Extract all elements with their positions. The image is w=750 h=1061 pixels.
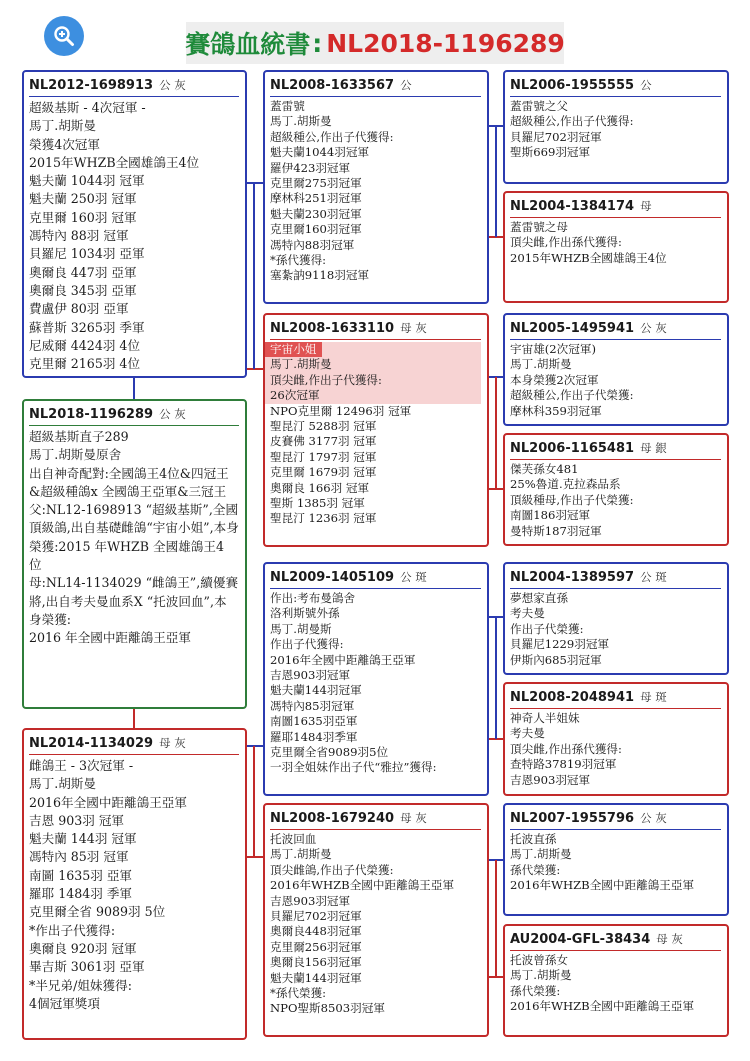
ring-number: NL2004-1384174: [510, 199, 635, 214]
card-line: 魁夫蘭1044羽冠軍: [270, 145, 370, 160]
card-head: [270, 319, 481, 340]
card-line: 南圖186羽冠軍: [510, 508, 591, 523]
card-line: 頂級種母,作出子代榮獲:: [510, 492, 634, 507]
ring-number: NL2005-1495941: [510, 321, 635, 336]
card-line: 摩林科359羽冠軍: [510, 403, 602, 418]
card-line: 2016年全國中距離鴿王亞軍: [29, 794, 187, 810]
ring-number: NL2008-1679240: [270, 811, 395, 826]
card-line: 馬丁.胡曼斯: [270, 621, 332, 636]
card-head: [270, 568, 481, 589]
card-line: 克里爾275羽冠軍: [270, 176, 362, 191]
card-head: [510, 930, 721, 951]
card-line-highlight: 頂尖雌,作出子代獲得:: [265, 373, 481, 388]
sex-color: 公: [640, 78, 652, 92]
card-line: 吉恩903羽冠軍: [510, 772, 591, 787]
ring-number: AU2004-GFL-38434: [510, 932, 651, 947]
card-line: 洛利斯號外孫: [270, 606, 340, 621]
card-line: 母:NL14-1134029 “雌鴿王”,續優賽將,出自考夫曼血系X “托波回血”,本身榮獲:: [29, 575, 239, 627]
card-line: 奧爾良 345羽 亞軍: [29, 282, 137, 298]
card-line: 魁夫蘭 1044羽 冠軍: [29, 173, 145, 189]
card-line: 魁夫蘭 144羽 冠軍: [29, 831, 137, 847]
ring-number: NL2014-1134029: [29, 736, 154, 751]
card-line: 聖斯 1385羽 冠軍: [270, 496, 365, 511]
card-line: 考夫曼: [510, 606, 545, 621]
card-line: 托波直孫: [510, 832, 557, 846]
connector-ds-vertical: [495, 617, 497, 739]
card-line: 奧爾良448羽冠軍: [270, 924, 362, 939]
card-subject[interactable]: [22, 399, 247, 709]
connector-subject-dam: [133, 708, 135, 728]
card-line: 奧爾良156羽冠軍: [270, 955, 362, 970]
ring-number: NL2009-1405109: [270, 570, 395, 585]
card-line: *孫代獲得:: [270, 253, 327, 268]
card-line: 本身榮獲2次冠軍: [510, 372, 599, 387]
card-line: 雌鴿王 - 3次冠軍 -: [29, 758, 134, 773]
card-line: 奧爾良 447羽 亞軍: [29, 264, 137, 280]
card-head: [270, 809, 481, 830]
card-line: 超級種公,作出子代獲得:: [270, 129, 394, 144]
card-line: 克里爾 2165羽 4位: [29, 356, 141, 372]
card-line: 克里爾160羽冠軍: [270, 222, 362, 237]
card-line: 馬丁.胡斯曼: [29, 118, 96, 134]
ring-number: NL2008-2048941: [510, 690, 635, 705]
card-line: 克里爾全省 9089羽 5位: [29, 904, 166, 920]
card-head: [510, 319, 721, 340]
card-line: 馬丁.胡斯曼原舍: [29, 447, 122, 463]
card-line: 考夫曼: [510, 726, 545, 741]
card-line: 摩林科251羽冠軍: [270, 191, 362, 206]
card-line: 蓋雷號: [270, 99, 305, 113]
ring-number: NL2007-1955796: [510, 811, 635, 826]
card-line: 馮特內 85羽 冠軍: [29, 849, 129, 865]
card-line: 作出:考布曼鴿舍: [270, 591, 356, 605]
card-line: 頂尖雌,作出孫代獲得:: [510, 235, 622, 250]
sex-color: 母 斑: [640, 690, 667, 704]
card-line: 傑芙孫女481: [510, 462, 579, 476]
card-line: 神奇人半姐妹: [510, 711, 580, 725]
card-dam-sire[interactable]: [263, 562, 489, 796]
sex-color: 母 銀: [640, 441, 667, 455]
card-line: 羅耶 1484羽 季軍: [29, 886, 133, 902]
card-line: 羅耶1484羽季軍: [270, 729, 358, 744]
card-line-highlight: [265, 342, 481, 357]
card-line: 超級基斯 - 4次冠軍 -: [29, 100, 146, 115]
card-sire[interactable]: [22, 70, 247, 378]
card-sire-sire[interactable]: [263, 70, 489, 304]
card-line: 2015年WHZB全國雄鴿王4位: [510, 250, 667, 265]
card-line: 貝羅尼702羽冠軍: [270, 909, 362, 924]
card-line: 伊斯內685羽冠軍: [510, 652, 602, 667]
card-line: 孫代榮獲:: [510, 862, 561, 877]
zoom-button[interactable]: [44, 16, 84, 56]
connector-sire-subject: [133, 377, 135, 399]
card-line-highlight: 馬丁.胡斯曼: [265, 357, 481, 372]
card-head: [510, 809, 721, 830]
sex-color: 母 灰: [400, 811, 427, 825]
card-line: 吉恩903羽冠軍: [270, 668, 351, 683]
card-head: [510, 439, 721, 460]
pigeon-name: 宇宙小姐: [265, 342, 322, 357]
ring-number: NL2008-1633567: [270, 78, 395, 93]
card-ssd[interactable]: [503, 191, 729, 303]
connector-dam-dd: [247, 856, 263, 858]
sex-color: 公 灰: [159, 407, 186, 421]
card-dam-dam[interactable]: [263, 803, 489, 1037]
card-dds[interactable]: [503, 803, 729, 916]
card-head: [29, 405, 239, 426]
connector-dam-vertical: [253, 746, 255, 857]
connector-sire-vertical: [253, 183, 255, 369]
card-line: *半兄弟/姐妹獲得:: [29, 977, 132, 993]
card-line: 馮特內88羽冠軍: [270, 237, 355, 252]
card-line: 魁夫蘭144羽冠軍: [270, 683, 362, 698]
card-line: 父:NL12-1698913 “超級基斯”,全國頂級鴿,出自基礎雌鴿“宇宙小姐”,本身榮獲:2015 年WHZB 全國雄鴿王4 位: [29, 502, 239, 573]
sex-color: 公 灰: [640, 321, 667, 335]
ring-number: NL2008-1633110: [270, 321, 395, 336]
magnifier-plus-icon: [52, 24, 76, 48]
card-line: 榮獲4次冠軍: [29, 136, 100, 152]
sex-color: 母 灰: [159, 736, 186, 750]
card-sds[interactable]: [503, 313, 729, 426]
card-line: 2016年WHZB全國中距離鴿王亞軍: [270, 878, 455, 893]
card-head: [510, 76, 721, 97]
card-line: 2016年WHZB全國中距離鴿王亞軍: [510, 878, 695, 893]
card-line: 克里爾256羽冠軍: [270, 939, 362, 954]
card-line: 皮賽佛 3177羽 冠軍: [270, 434, 377, 449]
card-line: 作出子代獲得:: [270, 637, 344, 652]
ring-number: NL2006-1955555: [510, 78, 635, 93]
card-line: 25%魯道.克拉森品系: [510, 477, 621, 492]
card-line: 貝羅尼 1034羽 亞軍: [29, 246, 145, 262]
card-line-highlight: 26次冠軍: [265, 388, 481, 403]
ring-number: NL2018-1196289: [29, 407, 154, 422]
card-line: 宇宙雄(2次冠軍): [510, 342, 596, 356]
card-line: 馬丁.胡斯曼: [510, 357, 572, 372]
card-line: 畢吉斯 3061羽 亞軍: [29, 959, 145, 975]
card-line: 4個冠軍獎項: [29, 995, 100, 1011]
card-line: 魁夫蘭 250羽 冠軍: [29, 191, 137, 207]
card-line: 聖昆汀 1236羽 冠軍: [270, 511, 377, 526]
card-line: 馬丁.胡斯曼: [29, 776, 96, 792]
card-ddd[interactable]: [503, 924, 729, 1037]
card-head: [29, 734, 239, 755]
card-head: [510, 688, 721, 709]
card-line: 魁夫蘭144羽冠軍: [270, 970, 362, 985]
card-line: 馬丁.胡斯曼: [270, 847, 332, 862]
card-dss[interactable]: [503, 562, 729, 675]
card-line: 克里爾全省9089羽5位: [270, 745, 389, 760]
card-line: *孫代榮獲:: [270, 986, 327, 1001]
card-head: [510, 568, 721, 589]
card-line: 2016 年全國中距離鴿王亞軍: [29, 630, 191, 646]
card-line: 聖昆汀 1797羽 冠軍: [270, 449, 377, 464]
card-head: [510, 197, 721, 218]
card-line: 2016年WHZB全國中距離鴿王亞軍: [510, 999, 695, 1014]
card-sss[interactable]: [503, 70, 729, 184]
card-head: [270, 76, 481, 97]
card-line: 塞紮訥9118羽冠軍: [270, 268, 370, 283]
card-line: *作出子代獲得:: [29, 922, 116, 938]
card-line: NPO聖斯8503羽冠軍: [270, 1001, 385, 1016]
card-line: 頂尖雌,作出孫代獲得:: [510, 741, 622, 756]
card-line: 2015年WHZB全國雄鴿王4位: [29, 154, 200, 170]
card-line: 馬丁.胡斯曼: [510, 968, 572, 983]
card-line: 出自神奇配對:全國鴿王4位&四冠王&超級種鴿x 全國鴿王亞軍&三冠王: [29, 465, 229, 499]
connector-sd-vertical: [495, 377, 497, 489]
card-line: 馬丁.胡斯曼: [270, 114, 332, 129]
sex-color: 母 灰: [656, 932, 683, 946]
card-line: 聖昆汀 5288羽 冠軍: [270, 419, 377, 434]
card-line: 馮特內 88羽 冠軍: [29, 228, 129, 244]
sex-color: 母 灰: [400, 321, 427, 335]
card-line: 托波曾孫女: [510, 953, 568, 967]
card-line: 魁夫蘭230羽冠軍: [270, 206, 362, 221]
card-line: 孫代榮獲:: [510, 983, 561, 998]
card-line: 吉恩 903羽 冠軍: [29, 812, 125, 828]
card-line: 聖斯669羽冠軍: [510, 145, 591, 160]
card-line: 夢想家直孫: [510, 591, 568, 605]
card-line: 曼特斯187羽冠軍: [510, 523, 602, 538]
card-head: [29, 76, 239, 97]
connector-dam-ds: [247, 745, 263, 747]
card-line: 克里爾 160羽 冠軍: [29, 209, 137, 225]
card-line: 查特路37819羽冠軍: [510, 757, 617, 772]
card-line: 作出子代榮獲:: [510, 621, 584, 636]
card-line: 奧爾良 166羽 冠軍: [270, 480, 370, 495]
page-title: [186, 22, 564, 64]
title-ring-number: NL2018-1196289: [326, 28, 565, 58]
connector-ss-vertical: [495, 126, 497, 237]
card-dam[interactable]: [22, 728, 247, 1040]
card-line: 吉恩903羽冠軍: [270, 893, 351, 908]
card-line: 貝羅尼1229羽冠軍: [510, 637, 610, 652]
card-line: 馮特內85羽冠軍: [270, 698, 355, 713]
card-line: 托波回血: [270, 832, 317, 846]
card-line: 頂尖雌鴿,作出子代榮獲:: [270, 862, 394, 877]
sex-color: 母: [640, 199, 652, 213]
sex-color: 公 斑: [640, 570, 667, 584]
card-line: 蓋雷號之父: [510, 99, 568, 113]
card-line: 南圖 1635羽 亞軍: [29, 867, 133, 883]
card-line: 蘇普斯 3265羽 季軍: [29, 319, 145, 335]
card-line: 超級基斯直子289: [29, 429, 129, 444]
card-line: 蓋雷號之母: [510, 220, 568, 234]
ring-number: NL2006-1165481: [510, 441, 635, 456]
sex-color: 公: [400, 78, 412, 92]
card-dsd[interactable]: [503, 682, 729, 796]
title-label: 賽鴿血統書: [185, 30, 311, 59]
sex-color: 公 灰: [159, 78, 186, 92]
card-line: 馬丁.胡斯曼: [510, 847, 572, 862]
card-line: NPO克里爾 12496羽 冠軍: [270, 403, 412, 418]
card-line: 2016年全國中距離鴿王亞軍: [270, 652, 416, 667]
card-line: 尼威爾 4424羽 4位: [29, 337, 141, 353]
card-line: 超級種公,作出子代榮獲:: [510, 388, 634, 403]
sex-color: 公 斑: [400, 570, 427, 584]
card-sdd[interactable]: [503, 433, 729, 546]
card-sire-dam[interactable]: [263, 313, 489, 547]
card-line: 一羽全姐妹作出子代“雅拉”獲得:: [270, 760, 437, 775]
ring-number: NL2012-1698913: [29, 78, 154, 93]
card-line: 超級種公,作出子代獲得:: [510, 114, 634, 129]
card-line: 羅伊423羽冠軍: [270, 160, 351, 175]
card-line: 克里爾 1679羽 冠軍: [270, 465, 377, 480]
card-line: 奧爾良 920羽 冠軍: [29, 940, 137, 956]
connector-dd-vertical: [495, 860, 497, 977]
card-line: 費盧伊 80羽 亞軍: [29, 301, 129, 317]
ring-number: NL2004-1389597: [510, 570, 635, 585]
card-line: 南圖1635羽亞軍: [270, 714, 358, 729]
card-line: 貝羅尼702羽冠軍: [510, 129, 602, 144]
title-separator: :: [312, 28, 323, 58]
sex-color: 公 灰: [640, 811, 667, 825]
